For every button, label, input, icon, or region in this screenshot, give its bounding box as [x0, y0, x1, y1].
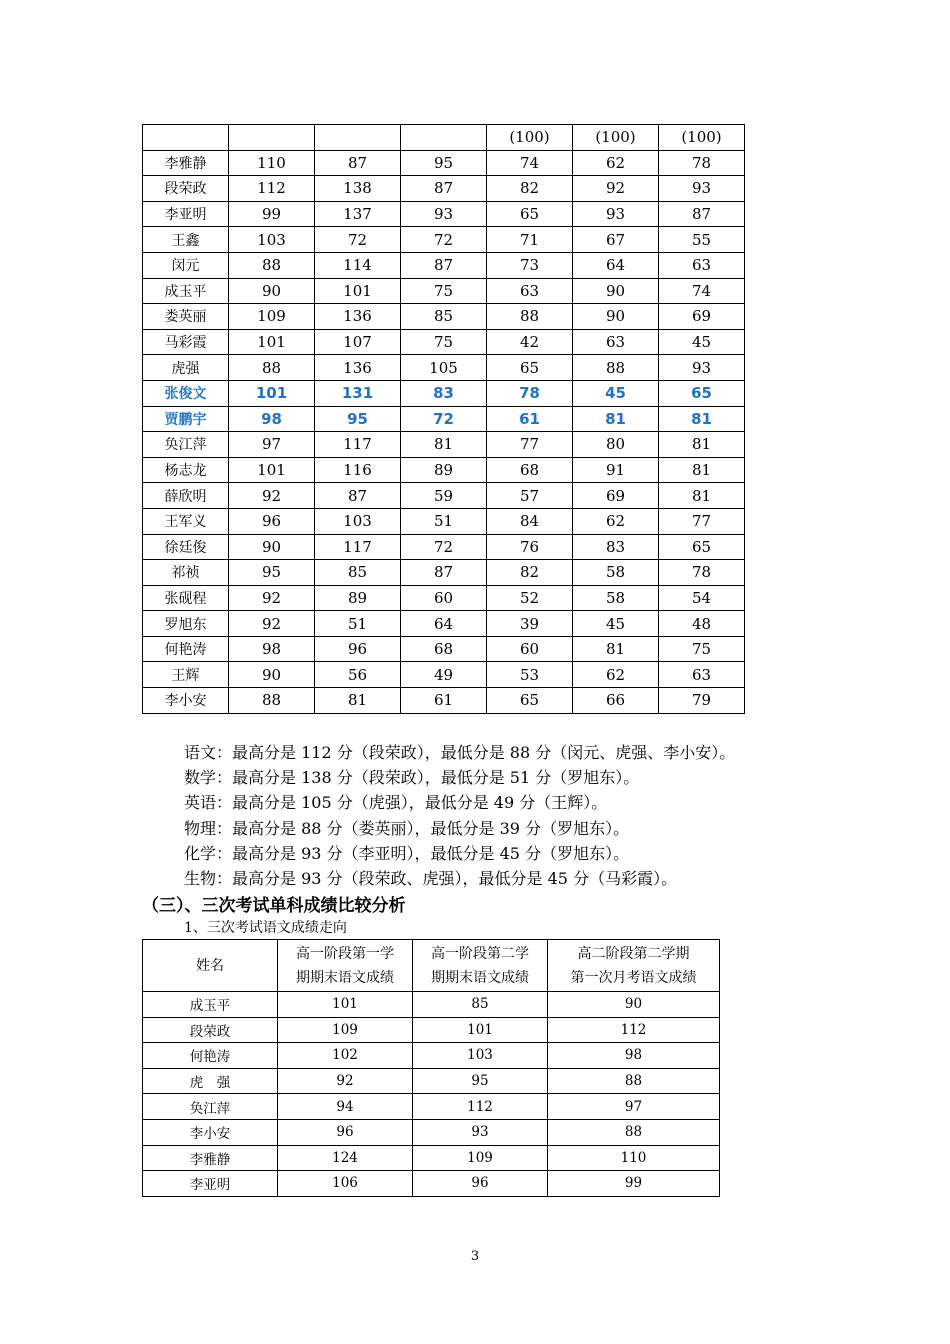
- table-row: [143, 1119, 720, 1145]
- score-table-body: [143, 125, 745, 714]
- score-cell: 82: [487, 176, 573, 202]
- table-row: [143, 278, 745, 304]
- table-row: [143, 1145, 720, 1171]
- score-cell: 101: [413, 1017, 548, 1043]
- student-name-cell: 贾鹏宇: [143, 406, 229, 432]
- score-cell: 102: [278, 1043, 413, 1069]
- header-cell-monthly: 高二阶段第二学期 第一次月考语文成绩: [548, 940, 720, 992]
- score-cell: 67: [573, 227, 659, 253]
- score-cell: 81: [659, 406, 745, 432]
- score-cell: 124: [278, 1145, 413, 1171]
- score-cell: 62: [573, 150, 659, 176]
- table-row: [143, 432, 745, 458]
- score-cell: 136: [315, 304, 401, 330]
- table-row: [143, 1043, 720, 1069]
- student-name-cell: 王军义: [143, 508, 229, 534]
- score-cell: 90: [229, 662, 315, 688]
- student-name-cell: 奂江萍: [143, 432, 229, 458]
- score-cell: 103: [229, 227, 315, 253]
- score-cell: 58: [573, 585, 659, 611]
- table-row: [143, 688, 745, 714]
- score-cell: 109: [229, 304, 315, 330]
- summary-chinese: 语文：最高分是 112 分（段荣政），最低分是 88 分（闵元、虎强、李小安）。: [184, 743, 736, 762]
- score-cell: 83: [573, 534, 659, 560]
- score-cell: 87: [315, 483, 401, 509]
- score-cell: 93: [401, 201, 487, 227]
- score-cell: 101: [229, 380, 315, 406]
- score-cell: 89: [401, 457, 487, 483]
- student-name-cell: 张砚程: [143, 585, 229, 611]
- score-cell: 52: [487, 585, 573, 611]
- page-number: 3: [470, 1249, 480, 1264]
- score-cell: 78: [659, 150, 745, 176]
- score-cell: 87: [659, 201, 745, 227]
- score-cell: 95: [229, 560, 315, 586]
- score-cell: 88: [548, 1068, 720, 1094]
- score-cell: 84: [487, 508, 573, 534]
- score-cell: 63: [573, 329, 659, 355]
- score-cell: 88: [548, 1119, 720, 1145]
- score-cell: 69: [573, 483, 659, 509]
- score-cell: 65: [659, 380, 745, 406]
- score-cell: 90: [229, 534, 315, 560]
- score-cell: 58: [573, 560, 659, 586]
- header-cell-name: 姓名: [143, 940, 278, 992]
- table-row: [143, 508, 745, 534]
- score-cell: 72: [401, 406, 487, 432]
- score-cell: 114: [315, 252, 401, 278]
- score-cell: 62: [573, 662, 659, 688]
- table-row: [143, 176, 745, 202]
- score-cell: 101: [315, 278, 401, 304]
- chinese-score-table: [142, 939, 720, 1197]
- score-cell: 99: [229, 201, 315, 227]
- score-cell: 71: [487, 227, 573, 253]
- student-name-cell: 李亚明: [143, 1171, 278, 1197]
- summary-chemistry: 化学：最高分是 93 分（李亚明），最低分是 45 分（罗旭东）。: [184, 843, 630, 863]
- student-name-cell: 李小安: [143, 1119, 278, 1145]
- score-cell: 78: [659, 560, 745, 586]
- score-cell: 81: [659, 457, 745, 483]
- score-cell: 87: [401, 560, 487, 586]
- student-name-cell: 娄英丽: [143, 304, 229, 330]
- score-cell: 105: [401, 355, 487, 381]
- score-cell: 57: [487, 483, 573, 509]
- score-cell: 45: [573, 380, 659, 406]
- table-row: [143, 329, 745, 355]
- score-cell: 96: [278, 1119, 413, 1145]
- student-name-cell: 虎 强: [143, 1068, 278, 1094]
- score-cell: 90: [573, 304, 659, 330]
- table-row: [143, 1017, 720, 1043]
- table-row: [143, 1068, 720, 1094]
- score-cell: 76: [487, 534, 573, 560]
- score-cell: 63: [659, 252, 745, 278]
- score-cell: 45: [573, 611, 659, 637]
- table-row: [143, 380, 745, 406]
- score-cell: 107: [315, 329, 401, 355]
- score-cell: 69: [659, 304, 745, 330]
- score-cell: 109: [278, 1017, 413, 1043]
- student-name-cell: 杨志龙: [143, 457, 229, 483]
- score-cell: 55: [659, 227, 745, 253]
- header-cell: [143, 125, 229, 151]
- table-header-row: [143, 940, 720, 992]
- table-row: [143, 1094, 720, 1120]
- table-header-row: [143, 125, 745, 151]
- student-name-cell: 李小安: [143, 688, 229, 714]
- table-row: [143, 534, 745, 560]
- score-cell: 116: [315, 457, 401, 483]
- table-row: [143, 304, 745, 330]
- score-cell: 138: [315, 176, 401, 202]
- table-row: [143, 560, 745, 586]
- score-cell: 81: [315, 688, 401, 714]
- student-name-cell: 闵元: [143, 252, 229, 278]
- score-cell: 85: [401, 304, 487, 330]
- score-cell: 75: [401, 329, 487, 355]
- student-name-cell: 王鑫: [143, 227, 229, 253]
- score-cell: 80: [573, 432, 659, 458]
- header-cell: [229, 125, 315, 151]
- score-cell: 117: [315, 432, 401, 458]
- score-cell: 78: [487, 380, 573, 406]
- score-cell: 74: [659, 278, 745, 304]
- score-cell: 45: [659, 329, 745, 355]
- student-name-cell: 张俊文: [143, 380, 229, 406]
- score-cell: 68: [487, 457, 573, 483]
- score-cell: 103: [315, 508, 401, 534]
- score-cell: 87: [401, 176, 487, 202]
- chinese-table-body: [143, 940, 720, 1197]
- table-row: [143, 406, 745, 432]
- score-cell: 92: [229, 611, 315, 637]
- score-cell: 93: [659, 355, 745, 381]
- score-cell: 88: [573, 355, 659, 381]
- score-cell: 92: [229, 585, 315, 611]
- score-cell: 39: [487, 611, 573, 637]
- score-cell: 60: [487, 636, 573, 662]
- score-cell: 94: [278, 1094, 413, 1120]
- student-name-cell: 王辉: [143, 662, 229, 688]
- score-cell: 77: [659, 508, 745, 534]
- score-cell: 81: [573, 406, 659, 432]
- score-cell: 90: [548, 992, 720, 1018]
- score-cell: 88: [229, 252, 315, 278]
- score-cell: 72: [401, 227, 487, 253]
- student-name-cell: 段荣政: [143, 1017, 278, 1043]
- score-cell: 88: [487, 304, 573, 330]
- table-row: [143, 150, 745, 176]
- score-cell: 88: [229, 355, 315, 381]
- score-cell: 97: [548, 1094, 720, 1120]
- score-cell: 79: [659, 688, 745, 714]
- score-cell: 48: [659, 611, 745, 637]
- score-cell: 106: [278, 1171, 413, 1197]
- score-cell: 64: [573, 252, 659, 278]
- score-cell: 54: [659, 585, 745, 611]
- student-name-cell: 李雅静: [143, 1145, 278, 1171]
- score-cell: 88: [229, 688, 315, 714]
- score-cell: 93: [573, 201, 659, 227]
- score-cell: 49: [401, 662, 487, 688]
- table-row: [143, 992, 720, 1018]
- header-cell: [401, 125, 487, 151]
- score-cell: 95: [401, 150, 487, 176]
- summary-english: 英语：最高分是 105 分（虎强），最低分是 49 分（王辉）。: [184, 793, 608, 813]
- score-cell: 137: [315, 201, 401, 227]
- table-row: [143, 636, 745, 662]
- score-cell: 51: [401, 508, 487, 534]
- summary-physics: 物理：最高分是 88 分（娄英丽），最低分是 39 分（罗旭东）。: [184, 818, 630, 838]
- score-cell: 65: [487, 355, 573, 381]
- student-name-cell: 李雅静: [143, 150, 229, 176]
- score-cell: 81: [659, 483, 745, 509]
- score-cell: 59: [401, 483, 487, 509]
- summary-math: 数学：最高分是 138 分（段荣政），最低分是 51 分（罗旭东）。: [184, 768, 640, 788]
- score-cell: 51: [315, 611, 401, 637]
- score-cell: 68: [401, 636, 487, 662]
- score-cell: 136: [315, 355, 401, 381]
- score-cell: 96: [315, 636, 401, 662]
- score-cell: 97: [229, 432, 315, 458]
- score-cell: 99: [548, 1171, 720, 1197]
- score-cell: 65: [487, 688, 573, 714]
- score-cell: 81: [401, 432, 487, 458]
- score-cell: 112: [413, 1094, 548, 1120]
- score-cell: 95: [315, 406, 401, 432]
- score-cell: 91: [573, 457, 659, 483]
- score-cell: 98: [229, 636, 315, 662]
- score-cell: 60: [401, 585, 487, 611]
- score-cell: 96: [413, 1171, 548, 1197]
- table-row: [143, 252, 745, 278]
- table-row: [143, 355, 745, 381]
- score-cell: 89: [315, 585, 401, 611]
- student-name-cell: 何艳涛: [143, 1043, 278, 1069]
- score-cell: 85: [315, 560, 401, 586]
- score-cell: 101: [278, 992, 413, 1018]
- score-cell: 92: [278, 1068, 413, 1094]
- table-row: [143, 585, 745, 611]
- score-cell: 85: [413, 992, 548, 1018]
- score-cell: 66: [573, 688, 659, 714]
- score-cell: 56: [315, 662, 401, 688]
- score-cell: 93: [413, 1119, 548, 1145]
- score-cell: 53: [487, 662, 573, 688]
- score-cell: 92: [229, 483, 315, 509]
- score-cell: 112: [229, 176, 315, 202]
- score-cell: 83: [401, 380, 487, 406]
- header-cell-term2: 高一阶段第二学 期期末语文成绩: [413, 940, 548, 992]
- student-name-cell: 成玉平: [143, 992, 278, 1018]
- score-table: [142, 124, 745, 714]
- score-cell: 93: [659, 176, 745, 202]
- score-cell: 103: [413, 1043, 548, 1069]
- student-name-cell: 罗旭东: [143, 611, 229, 637]
- student-name-cell: 祁祯: [143, 560, 229, 586]
- score-cell: 112: [548, 1017, 720, 1043]
- header-cell-term1: 高一阶段第一学 期期末语文成绩: [278, 940, 413, 992]
- score-cell: 81: [573, 636, 659, 662]
- table-row: [143, 483, 745, 509]
- score-cell: 77: [487, 432, 573, 458]
- header-cell: (100): [573, 125, 659, 151]
- score-cell: 101: [229, 457, 315, 483]
- header-cell: (100): [487, 125, 573, 151]
- student-name-cell: 薛欣明: [143, 483, 229, 509]
- score-cell: 90: [573, 278, 659, 304]
- student-name-cell: 虎强: [143, 355, 229, 381]
- score-cell: 131: [315, 380, 401, 406]
- score-cell: 98: [229, 406, 315, 432]
- score-cell: 87: [401, 252, 487, 278]
- student-name-cell: 成玉平: [143, 278, 229, 304]
- summary-biology: 生物：最高分是 93 分（段荣政、虎强），最低分是 45 分（马彩霞）。: [184, 869, 678, 889]
- table-row: [143, 457, 745, 483]
- score-cell: 87: [315, 150, 401, 176]
- score-cell: 75: [659, 636, 745, 662]
- score-cell: 63: [487, 278, 573, 304]
- score-cell: 42: [487, 329, 573, 355]
- score-cell: 95: [413, 1068, 548, 1094]
- score-cell: 65: [659, 534, 745, 560]
- score-cell: 98: [548, 1043, 720, 1069]
- score-cell: 63: [659, 662, 745, 688]
- table-row: [143, 611, 745, 637]
- score-cell: 92: [573, 176, 659, 202]
- score-summary: [184, 740, 735, 891]
- score-cell: 117: [315, 534, 401, 560]
- student-name-cell: 李亚明: [143, 201, 229, 227]
- score-cell: 96: [229, 508, 315, 534]
- score-cell: 72: [401, 534, 487, 560]
- score-cell: 61: [401, 688, 487, 714]
- student-name-cell: 奂江萍: [143, 1094, 278, 1120]
- table-row: [143, 662, 745, 688]
- section-heading: （三）、三次考试单科成绩比较分析: [142, 896, 406, 916]
- score-cell: 74: [487, 150, 573, 176]
- student-name-cell: 段荣政: [143, 176, 229, 202]
- score-cell: 101: [229, 329, 315, 355]
- score-cell: 110: [229, 150, 315, 176]
- score-cell: 65: [487, 201, 573, 227]
- table-row: [143, 201, 745, 227]
- score-cell: 82: [487, 560, 573, 586]
- table-row: [143, 227, 745, 253]
- student-name-cell: 何艳涛: [143, 636, 229, 662]
- score-cell: 73: [487, 252, 573, 278]
- score-cell: 90: [229, 278, 315, 304]
- score-cell: 75: [401, 278, 487, 304]
- header-cell: [315, 125, 401, 151]
- score-cell: 64: [401, 611, 487, 637]
- student-name-cell: 马彩霞: [143, 329, 229, 355]
- score-cell: 110: [548, 1145, 720, 1171]
- header-cell: (100): [659, 125, 745, 151]
- score-cell: 72: [315, 227, 401, 253]
- score-cell: 109: [413, 1145, 548, 1171]
- score-cell: 62: [573, 508, 659, 534]
- table-row: [143, 1171, 720, 1197]
- score-cell: 81: [659, 432, 745, 458]
- score-cell: 61: [487, 406, 573, 432]
- sub-heading: 1、三次考试语文成绩走向: [184, 920, 347, 936]
- student-name-cell: 徐廷俊: [143, 534, 229, 560]
